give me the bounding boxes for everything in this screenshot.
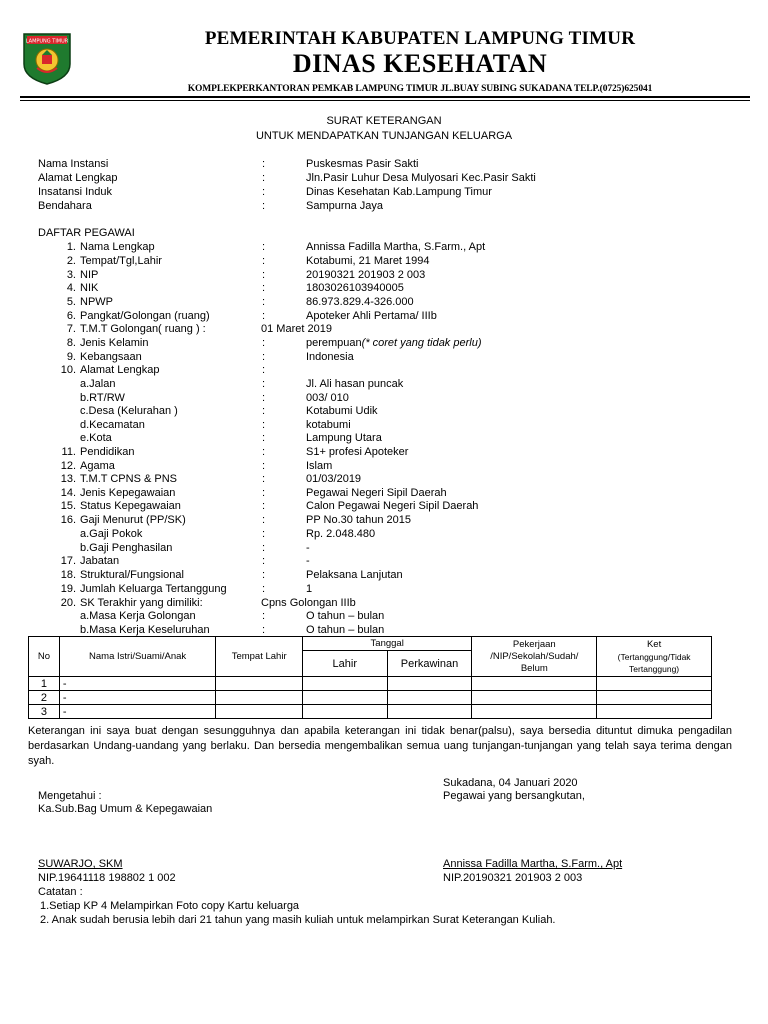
item-number: 14. xyxy=(60,487,76,499)
row-nama: - xyxy=(59,705,215,719)
row-cell xyxy=(216,691,303,705)
right-signer-role: Pegawai yang bersangkutan, xyxy=(443,790,585,802)
item-colon: : xyxy=(262,500,266,512)
item-colon: : xyxy=(262,310,266,322)
item-number: 15. xyxy=(60,500,76,512)
note-item: 2. Anak sudah berusia lebih dari 21 tahun yang masih kuliah untuk melampirkan Surat Keterangan Kuliah. xyxy=(40,914,556,926)
row-cell xyxy=(302,677,387,691)
item-label: Pendidikan xyxy=(80,446,135,458)
item-colon: : xyxy=(262,241,266,253)
item-colon: : xyxy=(262,487,266,499)
item-value: Pegawai Negeri Sipil Daerah xyxy=(306,487,447,499)
letterhead-address: KOMPLEKPERKANTORAN PEMKAB LAMPUNG TIMUR JL.BUAY SUBING SUKADANA TELP.(0725)625041 xyxy=(187,84,653,94)
item-label: Alamat Lengkap xyxy=(80,364,160,376)
item-label: Tempat/Tgl,Lahir xyxy=(80,255,162,267)
item-colon: : xyxy=(262,282,266,294)
item-colon: : xyxy=(262,624,266,636)
doc-title: SURAT KETERANGAN xyxy=(326,115,442,127)
field-colon: : xyxy=(262,172,266,184)
right-signer-name: Annissa Fadilla Martha, S.Farm., Apt xyxy=(443,858,623,870)
item-number: 12. xyxy=(60,460,76,472)
item-value: Islam xyxy=(306,460,333,472)
item-value: Cpns Golongan IIIb xyxy=(261,597,356,609)
item-value: Apoteker Ahli Pertama/ IIIb xyxy=(306,310,437,322)
item-label: d.Kecamatan xyxy=(80,419,145,431)
item-number: 7. xyxy=(66,323,76,335)
item-value: O tahun – bulan xyxy=(306,624,385,636)
ket-line: (Tertanggung/Tidak xyxy=(617,651,691,662)
item-colon: : xyxy=(262,255,266,267)
item-number: 11. xyxy=(61,446,76,458)
row-cell xyxy=(387,677,472,691)
item-label: SK Terakhir yang dimiliki: xyxy=(80,597,203,609)
item-value: Rp. 2.048.480 xyxy=(306,528,376,540)
item-colon: : xyxy=(262,555,266,567)
item-label: Jenis Kelamin xyxy=(80,337,149,349)
item-number: 5. xyxy=(66,296,76,308)
gender-value: perempuan xyxy=(306,337,362,349)
row-cell xyxy=(302,705,387,719)
left-signer-nip: NIP.19641118 198802 1 002 xyxy=(38,872,176,884)
col-header-tanggal: Tanggal xyxy=(302,637,471,651)
item-colon: : xyxy=(262,392,266,404)
row-cell xyxy=(472,691,597,705)
field-colon: : xyxy=(262,200,266,212)
field-value: Sampurna Jaya xyxy=(306,200,384,212)
svg-text:LAMPUNG TIMUR: LAMPUNG TIMUR xyxy=(25,38,69,45)
letterhead-divider-thin xyxy=(20,100,750,101)
field-label: Nama Instansi xyxy=(38,158,109,170)
item-label: a.Masa Kerja Golongan xyxy=(80,610,196,622)
item-colon: : xyxy=(262,269,266,281)
pekerjaan-line: Belum xyxy=(520,662,548,674)
statement-paragraph: Keterangan ini saya buat dengan sesungguhnya dan apabila keterangan ini tidak benar(palsu), saya bersedia dituntut dimuka pengadilan berdasarkan Undang-uandang yang berlaku. Dan bersedia mengembalikan semua uang tunjangan-tunjangan yang telah saya terima dengan syah. xyxy=(28,725,732,767)
field-label: Alamat Lengkap xyxy=(38,172,118,184)
item-label: b.RT/RW xyxy=(80,392,125,404)
item-value: 1 xyxy=(306,583,313,595)
item-label: a.Jalan xyxy=(80,378,116,390)
item-value: 20190321 201903 2 003 xyxy=(306,269,426,281)
notes-heading: Catatan : xyxy=(38,886,83,898)
item-label: T.M.T Golongan( ruang ) : xyxy=(80,323,206,335)
item-value: 01/03/2019 xyxy=(306,473,362,485)
letterhead-agency: DINAS KESEHATAN xyxy=(292,49,548,78)
item-number: 10. xyxy=(60,364,76,376)
letterhead-government: PEMERINTAH KABUPATEN LAMPUNG TIMUR xyxy=(204,28,636,49)
row-nama: - xyxy=(59,677,215,691)
item-value: 86.973.829.4-326.000 xyxy=(306,296,414,308)
pekerjaan-line: /NIP/Sekolah/Sudah/ xyxy=(490,650,579,662)
row-cell xyxy=(597,691,712,705)
item-label: e.Kota xyxy=(80,432,112,444)
item-number: 13. xyxy=(60,473,76,485)
item-colon: : xyxy=(262,460,266,472)
item-colon: : xyxy=(262,542,266,554)
doc-subtitle: UNTUK MENDAPATKAN TUNJANGAN KELUARGA xyxy=(255,130,513,142)
item-label: Jabatan xyxy=(80,555,120,567)
col-header-lahir: Lahir xyxy=(302,651,387,677)
item-value: - xyxy=(306,542,310,554)
row-no: 2 xyxy=(29,691,60,705)
item-colon: : xyxy=(262,364,266,376)
item-label: b.Masa Kerja Keseluruhan xyxy=(80,624,210,636)
row-no: 3 xyxy=(29,705,60,719)
note-item: 1.Setiap KP 4 Melampirkan Foto copy Kartu keluarga xyxy=(40,900,300,912)
item-number: 4. xyxy=(66,282,76,294)
item-value: Indonesia xyxy=(306,351,354,363)
item-label: Struktural/Fungsional xyxy=(80,569,184,581)
row-cell xyxy=(387,691,472,705)
item-colon: : xyxy=(262,446,266,458)
item-value xyxy=(306,337,482,350)
col-header-ket xyxy=(597,637,712,677)
item-label: c.Desa (Kelurahan ) xyxy=(80,405,178,417)
row-cell xyxy=(597,705,712,719)
item-colon: : xyxy=(262,432,266,444)
item-number: 20. xyxy=(60,597,76,609)
item-value: Annissa Fadilla Martha, S.Farm., Apt xyxy=(306,241,486,253)
field-colon: : xyxy=(262,186,266,198)
item-value: Calon Pegawai Negeri Sipil Daerah xyxy=(306,500,479,512)
row-nama: - xyxy=(59,691,215,705)
item-label: Status Kepegawaian xyxy=(80,500,181,512)
row-cell xyxy=(216,705,303,719)
table-row xyxy=(29,677,712,691)
ket-line: Tertanggung) xyxy=(629,663,680,674)
item-colon: : xyxy=(262,351,266,363)
field-value: Puskesmas Pasir Sakti xyxy=(306,158,419,170)
item-label: Gaji Menurut (PP/SK) xyxy=(80,514,186,526)
item-label: Nama Lengkap xyxy=(80,241,155,253)
left-signer-name: SUWARJO, SKM xyxy=(38,858,123,870)
item-label: Jumlah Keluarga Tertanggung xyxy=(80,583,227,595)
right-signer-nip: NIP.20190321 201903 2 003 xyxy=(443,872,583,884)
row-cell xyxy=(472,705,597,719)
field-value: Jln.Pasir Luhur Desa Mulyosari Kec.Pasir Sakti xyxy=(306,172,536,184)
item-value: - xyxy=(306,555,310,567)
letterhead-divider-thick xyxy=(20,96,750,98)
row-cell xyxy=(302,691,387,705)
item-value: Kotabumi, 21 Maret 1994 xyxy=(306,255,430,267)
field-value: Dinas Kesehatan Kab.Lampung Timur xyxy=(306,186,492,198)
item-colon: : xyxy=(262,296,266,308)
item-number: 2. xyxy=(66,255,76,267)
item-label: a.Gaji Pokok xyxy=(80,528,143,540)
field-label: Bendahara xyxy=(38,200,92,212)
row-cell xyxy=(472,677,597,691)
item-label: b.Gaji Penghasilan xyxy=(80,542,173,554)
item-number: 16. xyxy=(60,514,76,526)
item-value: 1803026103940005 xyxy=(306,282,404,294)
col-header-tempat: Tempat Lahir xyxy=(216,637,303,677)
col-header-perkawinan: Perkawinan xyxy=(387,651,472,677)
letterhead xyxy=(90,28,750,95)
col-header-nama: Nama Istri/Suami/Anak xyxy=(59,637,215,677)
col-header-no: No xyxy=(29,637,60,677)
item-colon: : xyxy=(262,569,266,581)
item-label: Jenis Kepegawaian xyxy=(80,487,176,499)
family-table xyxy=(28,636,712,719)
item-value: kotabumi xyxy=(306,419,351,431)
table-row xyxy=(29,691,712,705)
item-value: 01 Maret 2019 xyxy=(261,323,332,335)
place-date: Sukadana, 04 Januari 2020 xyxy=(443,777,578,789)
field-colon: : xyxy=(262,158,266,170)
item-number: 1. xyxy=(66,241,76,253)
item-number: 17. xyxy=(60,555,76,567)
item-colon: : xyxy=(262,583,266,595)
item-label: Pangkat/Golongan (ruang) xyxy=(80,310,210,322)
lampung-timur-logo-icon xyxy=(20,30,74,86)
item-colon: : xyxy=(262,378,266,390)
item-label: NIP xyxy=(80,269,99,281)
left-signer-role: Ka.Sub.Bag Umum & Kepegawaian xyxy=(38,803,213,815)
item-number: 3. xyxy=(66,269,76,281)
item-value: Pelaksana Lanjutan xyxy=(306,569,403,581)
item-number: 18. xyxy=(60,569,76,581)
item-number: 9. xyxy=(66,351,76,363)
strike-note: (* coret yang tidak perlu) xyxy=(361,337,482,349)
item-colon: : xyxy=(262,419,266,431)
item-value: 003/ 010 xyxy=(306,392,349,404)
row-cell xyxy=(216,677,303,691)
row-no: 1 xyxy=(29,677,60,691)
item-colon: : xyxy=(262,473,266,485)
field-label: Insatansi Induk xyxy=(38,186,112,198)
item-value: PP No.30 tahun 2015 xyxy=(306,514,411,526)
row-cell xyxy=(387,705,472,719)
item-value: O tahun – bulan xyxy=(306,610,385,622)
item-value: Jl. Ali hasan puncak xyxy=(306,378,404,390)
item-value: Kotabumi Udik xyxy=(306,405,378,417)
item-colon: : xyxy=(262,405,266,417)
col-header-pekerjaan xyxy=(472,637,597,677)
item-colon: : xyxy=(262,514,266,526)
item-value: Lampung Utara xyxy=(306,432,382,444)
ket-line: Ket xyxy=(646,638,662,650)
item-label: NIK xyxy=(80,282,99,294)
item-number: 19. xyxy=(60,583,76,595)
item-label: NPWP xyxy=(80,296,113,308)
table-row xyxy=(29,705,712,719)
item-colon: : xyxy=(262,610,266,622)
section-heading: DAFTAR PEGAWAI xyxy=(38,227,135,239)
item-label: Kebangsaan xyxy=(80,351,142,363)
item-value: S1+ profesi Apoteker xyxy=(306,446,409,458)
item-number: 6. xyxy=(66,310,76,322)
item-label: T.M.T CPNS & PNS xyxy=(80,473,177,485)
row-cell xyxy=(597,677,712,691)
pekerjaan-line: Pekerjaan xyxy=(512,638,556,650)
left-signer-intro: Mengetahui : xyxy=(38,790,102,802)
item-colon: : xyxy=(262,337,266,349)
item-label: Agama xyxy=(80,460,115,472)
item-colon: : xyxy=(262,528,266,540)
item-number: 8. xyxy=(66,337,76,349)
